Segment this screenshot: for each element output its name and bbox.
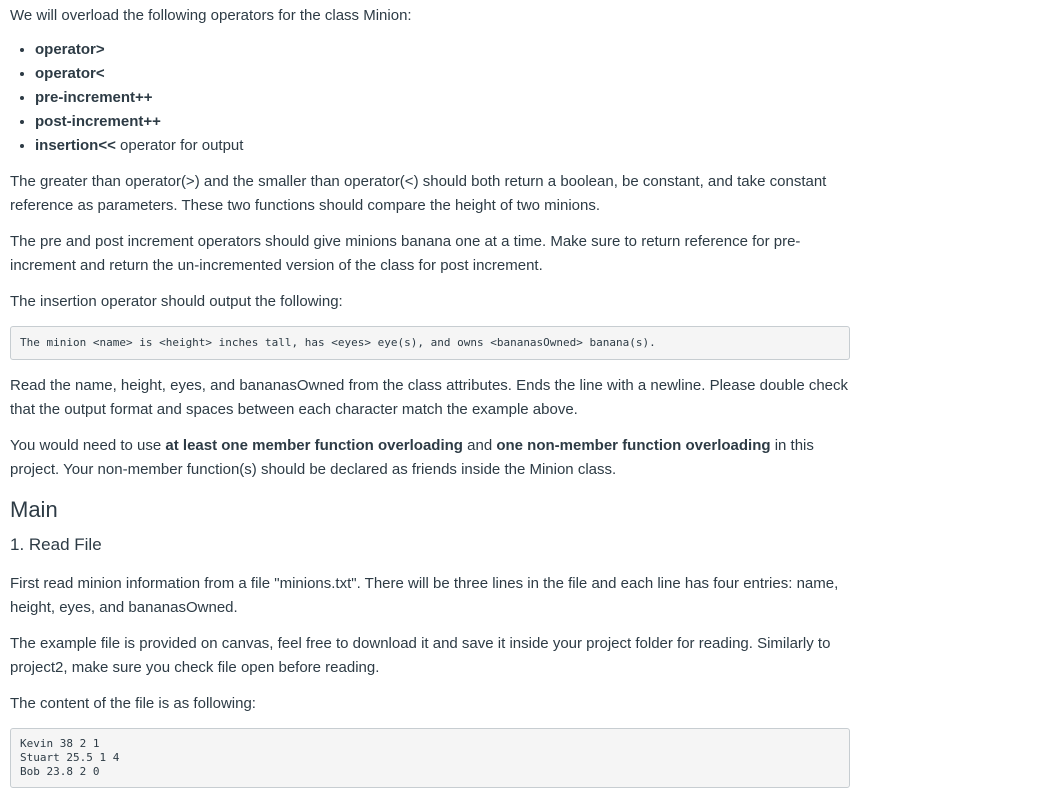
list-item xyxy=(35,86,850,110)
insertion-paragraph: The insertion operator should output the following: xyxy=(10,293,343,310)
intro-text: We will overload the following operators for the class Minion: xyxy=(10,7,412,24)
operator-name: operator< xyxy=(35,65,105,82)
overload-paragraph: You would need to use at least one member function overloading and one non-member function overloading in this project. Your non-member function(s) should be declared as friends inside the Minion class. xyxy=(10,437,814,478)
output-format-code-block: The minion <name> is <height> inches tall, has <eyes> eye(s), and owns <bananasOwned> banana(s). xyxy=(10,326,850,360)
list-item xyxy=(35,110,850,134)
operator-name: pre-increment++ xyxy=(35,89,153,106)
operator-name: post-increment++ xyxy=(35,113,161,130)
operator-name: operator> xyxy=(35,41,105,58)
file-info-paragraph: First read minion information from a file "minions.txt". There will be three lines in the file and each line has four entries: name, height, eyes, and bananasOwned. xyxy=(10,575,839,616)
code-line: Bob 23.8 2 0 xyxy=(20,765,100,778)
compare-paragraph: The greater than operator(>) and the smaller than operator(<) should both return a boolean, be constant, and take constant reference as parameters. These two functions should compare the height of two minions. xyxy=(10,173,827,214)
read-file-heading: 1. Read File xyxy=(10,535,102,554)
list-item xyxy=(35,38,850,62)
list-item xyxy=(35,134,850,158)
code-line: Stuart 25.5 1 4 xyxy=(20,751,120,764)
read-attributes-paragraph: Read the name, height, eyes, and bananasOwned from the class attributes. Ends the line with a newline. Please double check that the output format and spaces between each character match the example above. xyxy=(10,377,849,418)
non-member-overload-emphasis: one non-member function overloading xyxy=(496,437,771,454)
content-intro-paragraph: The content of the file is as following: xyxy=(10,695,256,712)
increment-paragraph: The pre and post increment operators should give minions banana one at a time. Make sure to return reference for pre-increment and return the un-incremented version of the class for post increment. xyxy=(10,233,801,274)
operator-list xyxy=(10,38,850,158)
main-heading: Main xyxy=(10,497,58,522)
list-item xyxy=(35,62,850,86)
member-overload-emphasis: at least one member function overloading xyxy=(165,437,463,454)
file-content-code-block xyxy=(10,728,850,788)
operator-description: operator for output xyxy=(115,137,244,154)
example-file-paragraph: The example file is provided on canvas, feel free to download it and save it inside your project folder for reading. Similarly to project2, make sure you check file open before reading. xyxy=(10,635,831,676)
operator-name: insertion<< xyxy=(35,137,116,154)
code-line: Kevin 38 2 1 xyxy=(20,737,100,750)
